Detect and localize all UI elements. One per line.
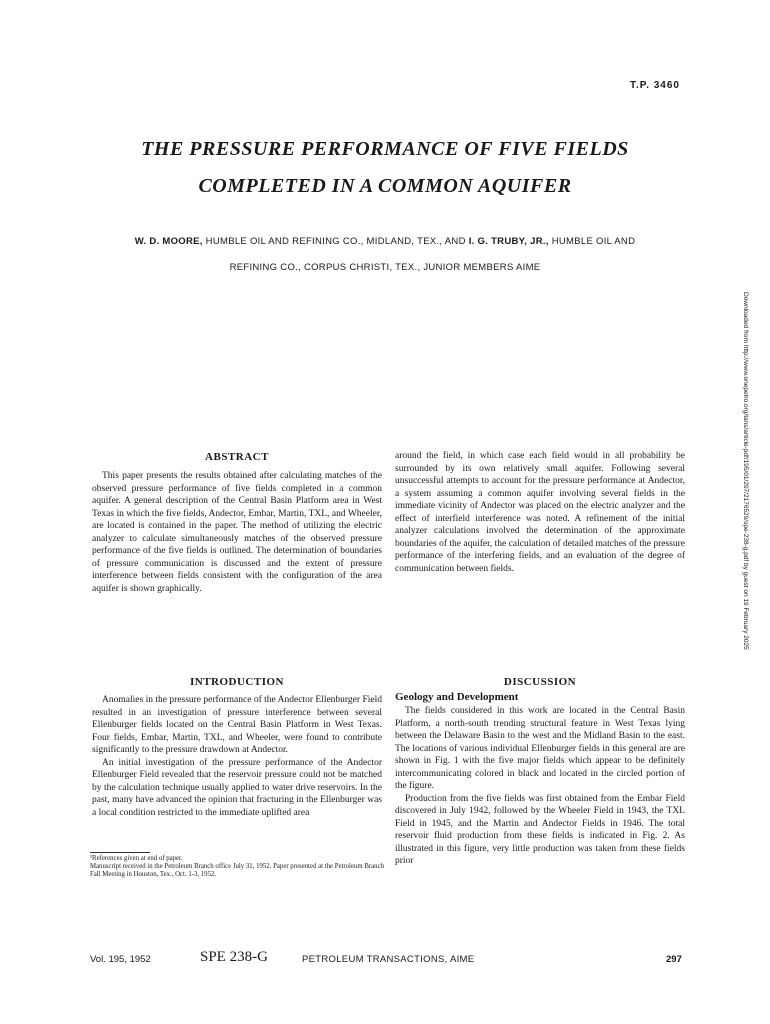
footer-spe-number: SPE 238-G bbox=[200, 949, 268, 965]
right-column-continuation bbox=[395, 450, 685, 575]
introduction-text bbox=[92, 694, 382, 819]
footer-journal: PETROLEUM TRANSACTIONS, AIME bbox=[302, 954, 475, 965]
footnote-references: ¹References given at end of paper. bbox=[90, 855, 183, 862]
footnote-rule bbox=[90, 852, 150, 853]
discussion-heading: DISCUSSION bbox=[503, 676, 577, 688]
paper-title-line-1: THE PRESSURE PERFORMANCE OF FIVE FIELDS bbox=[141, 138, 629, 160]
abstract-text bbox=[92, 470, 382, 595]
abstract-heading: ABSTRACT bbox=[205, 451, 269, 463]
author-1-affiliation: HUMBLE OIL AND REFINING CO., MIDLAND, TEX., AND bbox=[202, 236, 469, 247]
author-block bbox=[60, 229, 710, 281]
introduction-paragraph-2: An initial investigation of the pressure performance of the Andector Ellenburger Field revealed that the reservoir pressure could not be matched by the calculation technique usually applied to water drive reservoirs. In the past, many have advanced the opinion that fracturing in the Ellenburger was a local condition restricted to the immediate uplifted area bbox=[92, 757, 382, 818]
continuation-paragraph: around the field, in which case each field would in all probability be surrounded by its own relatively small aquifer. Following several unsuccessful attempts to account for the pressure performance at Andector, a system assuming a common aquifer involving several fields in the immediate vicinity of Andector was placed on the electric analyzer and the effect of interfield interference was noted. A refinement of the initial analyzer calculations involved the determination of the approximate boundaries of the aquifer, the calculation of detailed matches of the pressure performance of the interfering fields, and an evaluation of the degree of communication between fields. bbox=[395, 451, 685, 574]
download-watermark bbox=[740, 292, 749, 672]
download-watermark-text: Downloaded from http://www.onepetro.org/tans/article-pdf/195/01/297/2176529/spe-238-g.pdf by guest on 19 February 2025 bbox=[742, 292, 749, 650]
abstract-paragraph: This paper presents the results obtained after calculating matches of the observed pressure performance of five fields completed in a common aquifer. A general description of the Central Basin Platform area in West Texas in which the five fields, Andector, Embar, Martin, TXL, and Wheeler, are located is contained in the paper. The method of utilizing the electric analyzer to calculate simultaneously matches of the observed pressure performance of the five fields is outlined. The determination of boundaries of pressure communication is discussed and the extent of pressure interference between fields consistent with the configuration of the area aquifer is shown graphically. bbox=[92, 471, 382, 594]
author-2-name: I. G. TRUBY, JR., bbox=[468, 236, 549, 247]
tp-number: T.P. 3460 bbox=[630, 80, 680, 91]
footer-volume: Vol. 195, 1952 bbox=[90, 954, 151, 965]
footnote-manuscript: Manuscript received in the Petroleum Branch office July 31, 1952. Paper presented at the Petroleum Branch Fall Meeting in Houston, Tex., Oct. 1-3, 1952. bbox=[90, 863, 384, 878]
introduction-heading: INTRODUCTION bbox=[189, 676, 284, 688]
author-line-1 bbox=[60, 229, 710, 255]
footnote bbox=[90, 852, 384, 879]
footer-page-number: 297 bbox=[666, 954, 682, 965]
author-line-2: REFINING CO., CORPUS CHRISTI, TEX., JUNIOR MEMBERS AIME bbox=[229, 262, 541, 273]
discussion-paragraph-2: Production from the five fields was first obtained from the Embar Field discovered in July 1942, followed by the Wheeler Field in 1943, the TXL Field in 1945, and the Martin and Andector Fields in 1946. The total reservoir fluid production from these fields is indicated in Fig. 2. As illustrated in this figure, very little production was taken from these fields prior bbox=[395, 793, 685, 866]
paper-title-line-2: COMPLETED IN A COMMON AQUIFER bbox=[198, 175, 572, 197]
author-2-affiliation: HUMBLE OIL AND bbox=[548, 236, 636, 247]
discussion-text bbox=[395, 705, 685, 868]
discussion-paragraph-1: The fields considered in this work are located in the Central Basin Platform, a north-south trending structural feature in West Texas lying between the Delaware Basin to the west and the Midland Basin to the east. The locations of various individual Ellenburger fields in this general are are shown in Fig. 1 with the five major fields which appear to be definitely intercommunicating colored in black and located in the circled portion of the figure. bbox=[395, 706, 685, 791]
introduction-paragraph-1: Anomalies in the pressure performance of the Andector Ellenburger Field resulted in an investigation of pressure interference between several Ellenburger fields located on the Central Basin Platform in West Texas. Four fields, Embar, Martin, TXL, and Wheeler, were found to contribute significantly to the pressure drawdown at Andector. bbox=[92, 695, 382, 755]
author-1-name: W. D. MOORE, bbox=[134, 236, 203, 247]
geology-subheading: Geology and Development bbox=[395, 691, 519, 703]
